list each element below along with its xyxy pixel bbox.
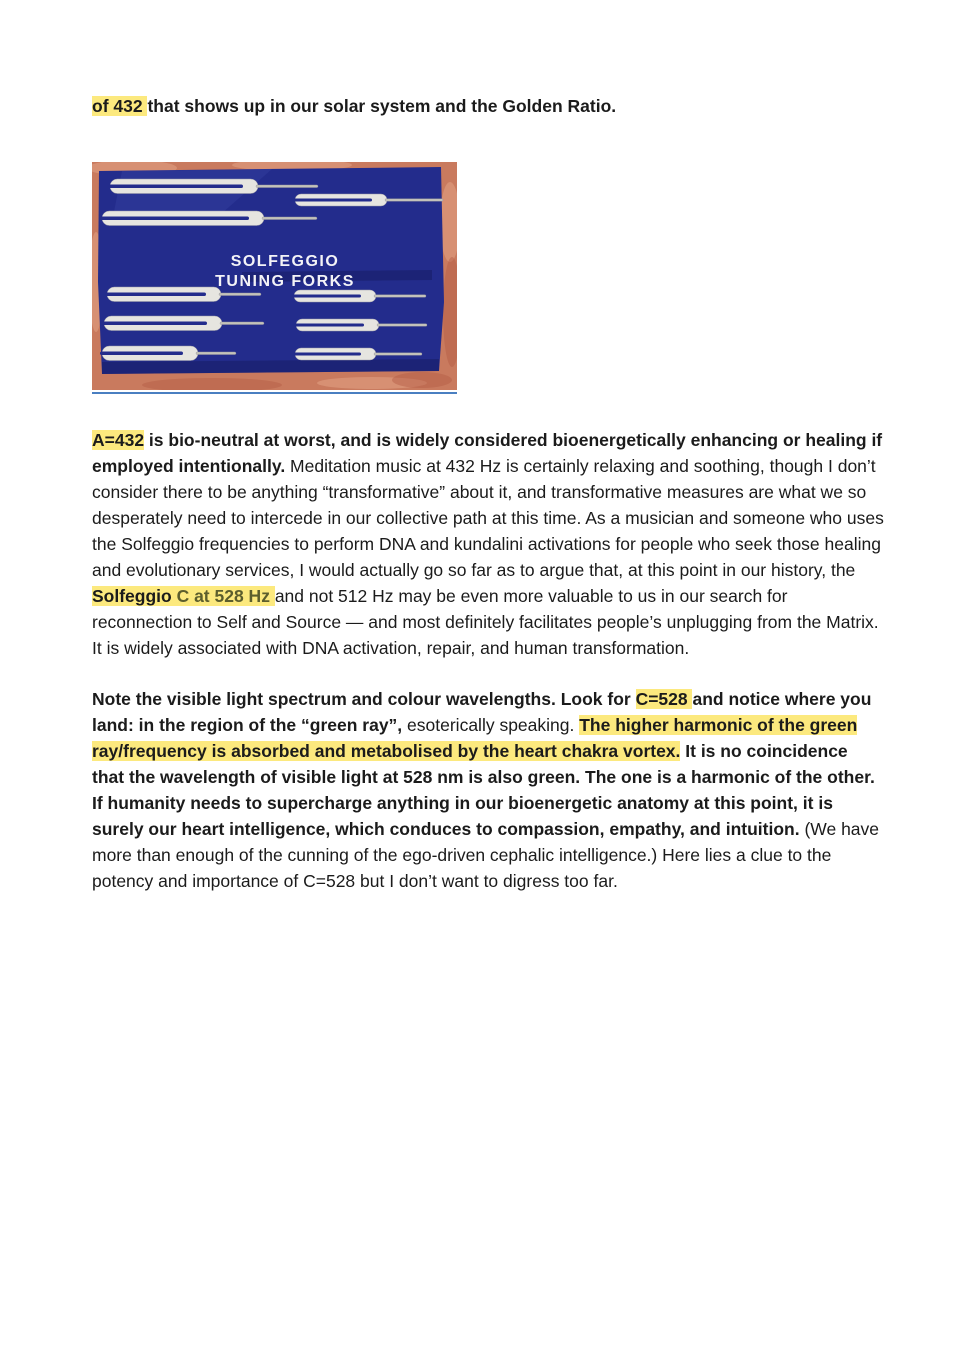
- text-segment: of 432: [92, 96, 148, 116]
- text-segment: esoterically speaking.: [402, 715, 580, 735]
- heading-line: [92, 93, 884, 119]
- text-segment: It is no coincidence that the wavelength of visible light at 528 nm is also green. The one is a harmonic of the other.: [92, 741, 875, 787]
- text-segment: The higher harmonic of the green ray/frequency is absorbed and metabolised by the heart chakra vortex.: [92, 715, 858, 761]
- tuning-forks-figure: [92, 162, 457, 394]
- figure-label-line1: SOLFEGGIO: [230, 253, 340, 270]
- text-segment: Solfeggio: [92, 586, 177, 606]
- text-segment: A=432: [92, 430, 145, 450]
- paragraph-1: [92, 427, 884, 661]
- paragraph-3: [92, 790, 884, 894]
- text-segment: (We have more than enough of the cunning of the ego-driven cephalic intelligence.) Here lies a clue to the potency and importance of C=528 but I don’t want to digress too far.: [92, 819, 880, 891]
- text-segment: is bio-neutral at worst, and is widely considered bioenergetically enhancing or healing if employed intentionally.: [92, 430, 883, 476]
- text-segment: Meditation music at 432 Hz is certainly relaxing and soothing, though I don’t consider there to be anything “transformative” about it, and transformative measures are what we so desperately need to intercede in our collective path at this time. As a musician and someone who uses the Solfeggio frequencies to perform DNA and kundalini activations for people who seek those healing and evolutionary services, I would actually go so far as to argue that, at this point in our history, the: [92, 456, 884, 580]
- text-segment: and not 512 Hz may be even more valuable to us in our search for reconnection to Self and Source — and most definitely facilitates people’s unplugging from the Matrix. It is widely associated with DNA activation, repair, and human transformation.: [92, 586, 879, 658]
- tuning-forks-photo: [92, 162, 457, 390]
- paragraph-2: [92, 686, 884, 790]
- text-segment: and notice where you land: in the region of the “green ray”,: [92, 689, 872, 735]
- text-segment: If humanity needs to supercharge anything in our bioenergetic anatomy at this point, it is surely our heart intelligence, which conduces to compassion, empathy, and intuition.: [92, 793, 833, 839]
- image-underline: [92, 392, 457, 394]
- text-segment: C=528: [635, 689, 693, 709]
- text-segment: C at 528 Hz: [176, 586, 275, 606]
- text-segment: Note the visible light spectrum and colour wavelengths. Look for: [92, 689, 636, 709]
- text-segment: that shows up in our solar system and the Golden Ratio.: [147, 96, 617, 116]
- figure-label-line2: TUNING FORKS: [215, 273, 355, 290]
